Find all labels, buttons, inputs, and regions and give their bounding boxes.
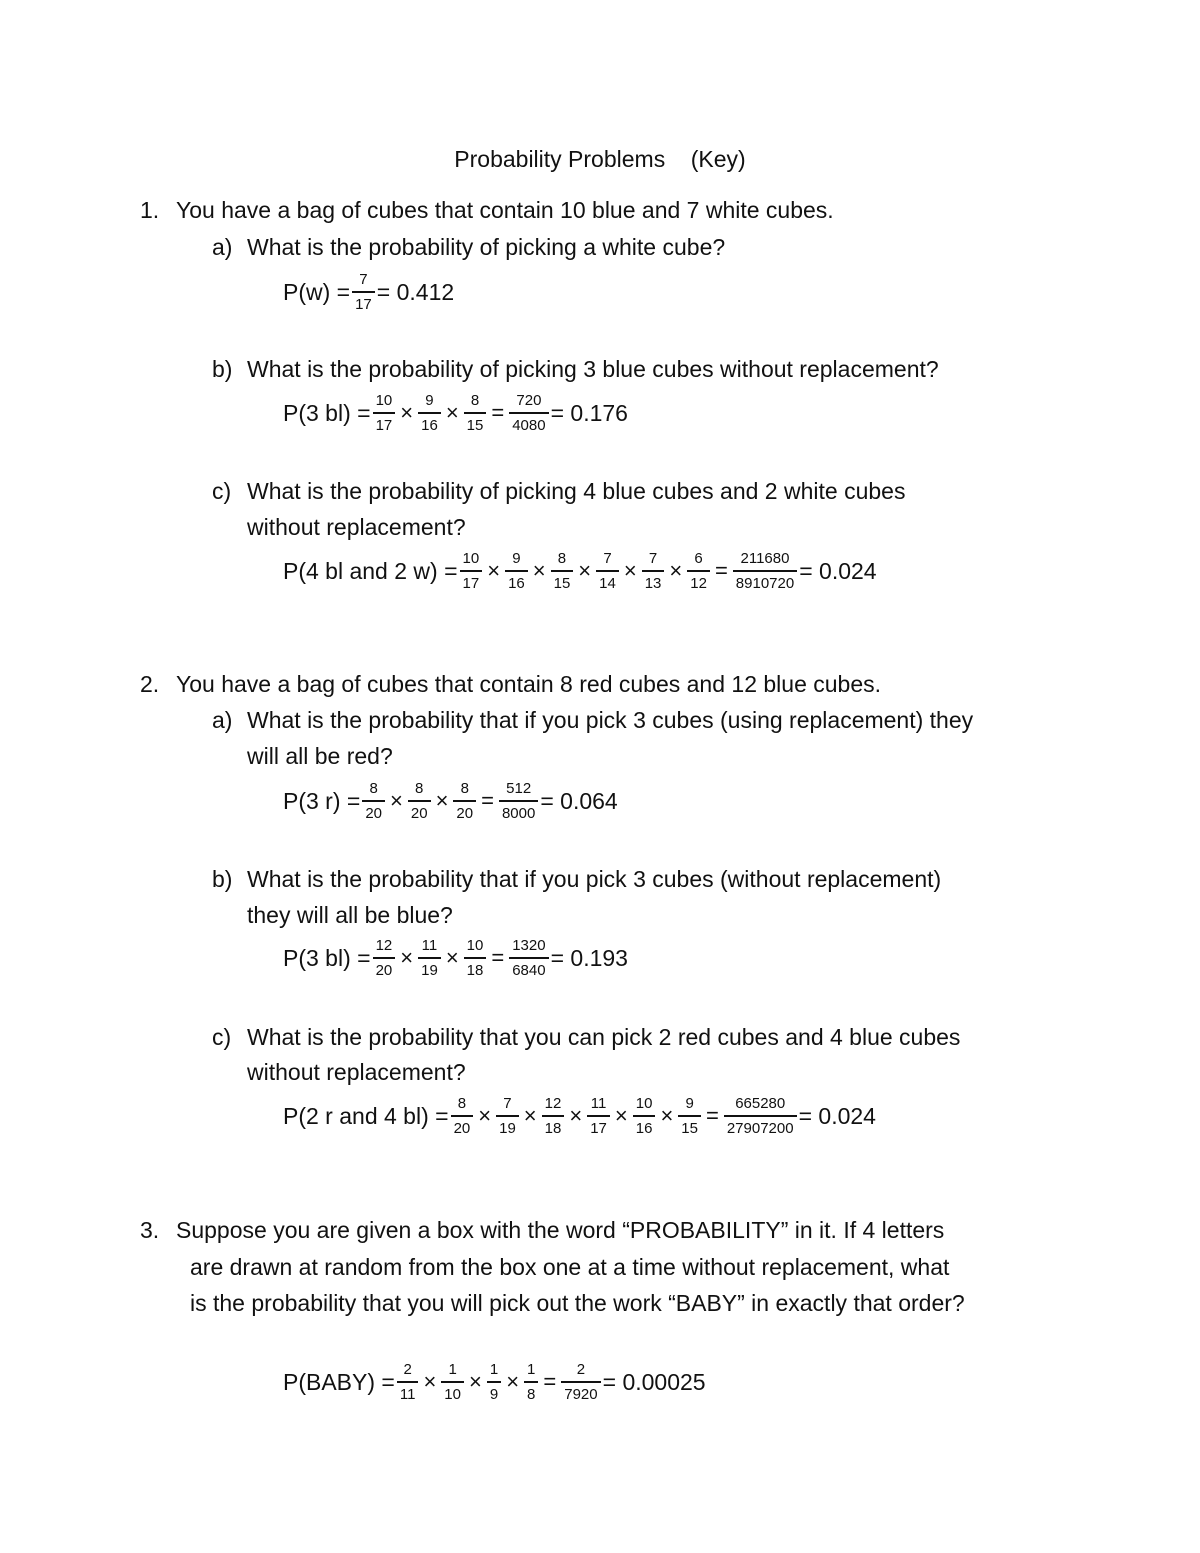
fraction	[418, 392, 441, 434]
fraction-bar	[633, 1115, 656, 1117]
fraction-numerator: 12	[544, 1095, 562, 1112]
fraction-denominator: 18	[466, 962, 484, 979]
fraction	[352, 271, 375, 313]
fraction-numerator: 8	[457, 1095, 467, 1112]
fraction-bar	[505, 570, 528, 572]
fraction	[373, 937, 396, 979]
operator-sign: ×	[468, 1369, 482, 1394]
fraction	[551, 550, 574, 592]
problem-3-number: 3.	[140, 1217, 160, 1243]
equation-lhs: P(3 r) =	[283, 787, 361, 814]
fraction	[362, 780, 385, 822]
fraction-denominator: 15	[553, 575, 571, 592]
fraction-numerator: 512	[506, 780, 532, 797]
fraction	[464, 937, 487, 979]
fraction-bar	[441, 1381, 464, 1383]
fraction-numerator: 10	[635, 1095, 653, 1112]
equation-lhs: P(3 bl) =	[283, 944, 371, 971]
problem-1-number: 1.	[140, 197, 160, 223]
equation-lhs: P(BABY) =	[283, 1368, 395, 1395]
page-title: Probability Problems (Key)	[454, 146, 746, 172]
fraction-numerator: 1	[527, 1361, 536, 1378]
fraction-denominator: 15	[466, 417, 484, 434]
fraction-denominator: 20	[456, 805, 474, 822]
problem-3-text-line-3: is the probability that you will pick out the work “BABY” in exactly that order?	[190, 1290, 965, 1316]
fraction-denominator: 13	[644, 575, 662, 592]
equation-lhs: P(3 bl) =	[283, 399, 371, 426]
fraction-denominator: 8910720	[735, 575, 795, 592]
fraction-numerator: 9	[685, 1095, 694, 1112]
fraction	[524, 1361, 538, 1403]
problem-1c-question-line-2: without replacement?	[247, 514, 466, 540]
operator-sign: ×	[660, 1103, 674, 1128]
equation-result: = 0.412	[376, 278, 455, 305]
operator-sign: ×	[445, 400, 459, 425]
fraction-denominator: 6840	[512, 962, 546, 979]
operator-sign: ×	[435, 788, 449, 813]
fraction-denominator: 17	[355, 296, 372, 313]
fraction-numerator: 7	[359, 271, 368, 288]
problem-1a-label: a)	[212, 234, 233, 260]
fraction	[397, 1361, 419, 1403]
operator-sign: ×	[506, 1369, 520, 1394]
fraction-bar	[542, 1115, 565, 1117]
fraction-numerator: 8	[557, 550, 567, 567]
fraction-bar	[397, 1381, 419, 1383]
problem-1a-question: What is the probability of picking a white cube?	[247, 234, 726, 260]
fraction	[687, 550, 710, 592]
fraction	[542, 1095, 565, 1137]
fraction-numerator: 211680	[740, 550, 790, 567]
fraction-numerator: 11	[421, 937, 438, 954]
fraction-denominator: 8000	[501, 805, 536, 822]
problem-2-text: You have a bag of cubes that contain 8 red cubes and 12 blue cubes.	[176, 671, 882, 697]
fraction	[561, 1361, 600, 1403]
fraction-numerator: 665280	[735, 1095, 786, 1112]
equation-result: = 0.00025	[602, 1368, 706, 1395]
operator-sign: =	[705, 1103, 719, 1128]
problem-1b-question: What is the probability of picking 3 blue cubes without replacement?	[247, 356, 939, 382]
fraction-denominator: 17	[590, 1120, 607, 1137]
operator-sign: =	[714, 558, 728, 583]
fraction	[441, 1361, 464, 1403]
problem-2b-label: b)	[212, 866, 233, 892]
fraction-denominator: 19	[499, 1120, 516, 1137]
fraction-denominator: 20	[453, 1120, 471, 1137]
problem-2a-label: a)	[212, 707, 233, 733]
fraction-bar	[352, 291, 375, 293]
operator-sign: =	[481, 788, 494, 813]
fraction-denominator: 14	[599, 575, 616, 592]
fraction-numerator: 8	[415, 780, 424, 797]
fraction-denominator: 11	[399, 1386, 416, 1403]
operator-sign: ×	[569, 1103, 583, 1128]
equation-lhs: P(2 r and 4 bl) =	[283, 1102, 449, 1129]
fraction-bar	[678, 1115, 701, 1117]
fraction-numerator: 7	[603, 550, 612, 567]
operator-sign: ×	[523, 1103, 537, 1128]
equation-result: = 0.176	[550, 399, 628, 426]
fraction	[487, 1361, 501, 1403]
fraction	[509, 937, 548, 979]
fraction	[460, 550, 483, 592]
operator-sign: =	[543, 1369, 557, 1394]
fraction	[418, 937, 441, 979]
fraction-numerator: 2	[403, 1361, 412, 1378]
fraction-bar	[724, 1115, 797, 1117]
fraction	[464, 392, 487, 434]
fraction-bar	[561, 1381, 600, 1383]
fraction-denominator: 16	[421, 417, 438, 434]
problem-2a-question-line-2: will all be red?	[247, 743, 393, 769]
fraction-bar	[460, 570, 483, 572]
problem-2a-equation	[283, 771, 618, 831]
fraction-bar	[733, 570, 797, 572]
fraction-denominator: 4080	[512, 417, 546, 434]
problem-2c-label: c)	[212, 1024, 232, 1050]
fraction-numerator: 1	[448, 1361, 457, 1378]
fraction	[499, 780, 538, 822]
fraction	[408, 780, 431, 822]
fraction-numerator: 8	[470, 392, 480, 409]
fraction-denominator: 16	[635, 1120, 653, 1137]
operator-sign: ×	[400, 400, 414, 425]
fraction-denominator: 7920	[564, 1386, 598, 1403]
fraction-bar	[464, 412, 487, 414]
fraction-denominator: 10	[444, 1386, 461, 1403]
fraction	[509, 392, 548, 434]
fraction-numerator: 1	[489, 1361, 499, 1378]
problem-2b-question-line-2: they will all be blue?	[247, 902, 453, 928]
equation-lhs: P(w) =	[283, 278, 351, 305]
fraction-numerator: 10	[466, 937, 484, 954]
fraction-bar	[373, 412, 396, 414]
fraction-denominator: 17	[462, 575, 480, 592]
fraction-denominator: 16	[508, 575, 525, 592]
fraction-bar	[499, 800, 538, 802]
problem-2c-question-line-1: What is the probability that you can pick 2 red cubes and 4 blue cubes	[247, 1024, 961, 1050]
equation-result: = 0.064	[540, 787, 618, 814]
fraction-numerator: 10	[375, 392, 393, 409]
fraction-bar	[487, 1381, 501, 1383]
fraction-denominator: 18	[544, 1120, 562, 1137]
operator-sign: =	[491, 400, 505, 425]
problem-1b-equation	[283, 383, 628, 443]
fraction	[733, 550, 797, 592]
fraction	[724, 1095, 797, 1137]
fraction-bar	[596, 570, 619, 572]
fraction-bar	[451, 1115, 474, 1117]
fraction-bar	[408, 800, 431, 802]
fraction-numerator: 12	[375, 937, 393, 954]
operator-sign: ×	[614, 1103, 628, 1128]
operator-sign: ×	[623, 558, 637, 583]
fraction	[596, 550, 619, 592]
problem-3-text-line-1: Suppose you are given a box with the word “PROBABILITY” in it. If 4 letters	[176, 1217, 945, 1243]
operator-sign: ×	[669, 558, 683, 583]
fraction-bar	[642, 570, 665, 572]
fraction-denominator: 9	[489, 1386, 499, 1403]
equation-lhs: P(4 bl and 2 w) =	[283, 557, 458, 584]
fraction	[496, 1095, 519, 1137]
problem-2a-question-line-1: What is the probability that if you pick 3 cubes (using replacement) they	[247, 707, 974, 733]
operator-sign: ×	[532, 558, 546, 583]
fraction	[642, 550, 665, 592]
fraction-bar	[373, 957, 396, 959]
fraction-bar	[551, 570, 574, 572]
fraction-denominator: 12	[690, 575, 707, 592]
problem-1c-label: c)	[212, 478, 232, 504]
fraction-numerator: 9	[512, 550, 521, 567]
problem-1b-label: b)	[212, 356, 233, 382]
operator-sign: ×	[487, 558, 501, 583]
operator-sign: ×	[478, 1103, 492, 1128]
fraction-numerator: 11	[590, 1095, 607, 1112]
fraction-numerator: 1320	[512, 937, 546, 954]
fraction-bar	[524, 1381, 538, 1383]
problem-2b-question-line-1: What is the probability that if you pick 3 cubes (without replacement)	[247, 866, 942, 892]
problem-3-text-line-2: are drawn at random from the box one at a time without replacement, what	[190, 1254, 950, 1280]
problem-2c-question-line-2: without replacement?	[247, 1059, 466, 1085]
operator-sign: =	[491, 945, 505, 970]
problem-3-equation	[283, 1352, 706, 1412]
problem-1a-equation	[283, 262, 454, 322]
fraction-bar	[362, 800, 385, 802]
fraction-numerator: 6	[694, 550, 703, 567]
fraction-numerator: 9	[425, 392, 434, 409]
operator-sign: ×	[390, 788, 403, 813]
fraction-bar	[687, 570, 710, 572]
fraction	[451, 1095, 474, 1137]
fraction-denominator: 20	[365, 805, 383, 822]
fraction-bar	[453, 800, 476, 802]
fraction-numerator: 7	[648, 550, 658, 567]
equation-result: = 0.193	[550, 944, 628, 971]
problem-1-text: You have a bag of cubes that contain 10 blue and 7 white cubes.	[176, 197, 834, 223]
fraction	[678, 1095, 701, 1137]
fraction-denominator: 20	[375, 962, 393, 979]
fraction	[453, 780, 476, 822]
operator-sign: ×	[400, 945, 414, 970]
problem-1c-equation	[283, 541, 877, 601]
fraction	[587, 1095, 610, 1137]
fraction-denominator: 20	[410, 805, 428, 822]
fraction-bar	[509, 412, 548, 414]
fraction-bar	[496, 1115, 519, 1117]
fraction	[505, 550, 528, 592]
fraction-bar	[464, 957, 487, 959]
fraction-numerator: 8	[460, 780, 469, 797]
equation-result: = 0.024	[798, 1102, 876, 1129]
problem-2-number: 2.	[140, 671, 160, 697]
fraction-bar	[509, 957, 548, 959]
fraction-numerator: 8	[369, 780, 378, 797]
problem-2b-equation	[283, 928, 628, 988]
fraction-denominator: 17	[375, 417, 393, 434]
fraction-numerator: 7	[503, 1095, 512, 1112]
operator-sign: ×	[423, 1369, 437, 1394]
fraction-bar	[418, 957, 441, 959]
equation-result: = 0.024	[799, 557, 877, 584]
fraction-bar	[587, 1115, 610, 1117]
fraction-denominator: 19	[421, 962, 438, 979]
fraction	[373, 392, 396, 434]
fraction-numerator: 2	[576, 1361, 586, 1378]
fraction-bar	[418, 412, 441, 414]
fraction	[633, 1095, 656, 1137]
fraction-denominator: 15	[681, 1120, 698, 1137]
problem-2c-equation	[283, 1086, 876, 1146]
fraction-denominator: 8	[527, 1386, 536, 1403]
fraction-numerator: 720	[516, 392, 542, 409]
operator-sign: ×	[445, 945, 459, 970]
fraction-numerator: 10	[462, 550, 480, 567]
problem-1c-question-line-1: What is the probability of picking 4 blue cubes and 2 white cubes	[247, 478, 906, 504]
operator-sign: ×	[578, 558, 592, 583]
fraction-denominator: 27907200	[726, 1120, 794, 1137]
